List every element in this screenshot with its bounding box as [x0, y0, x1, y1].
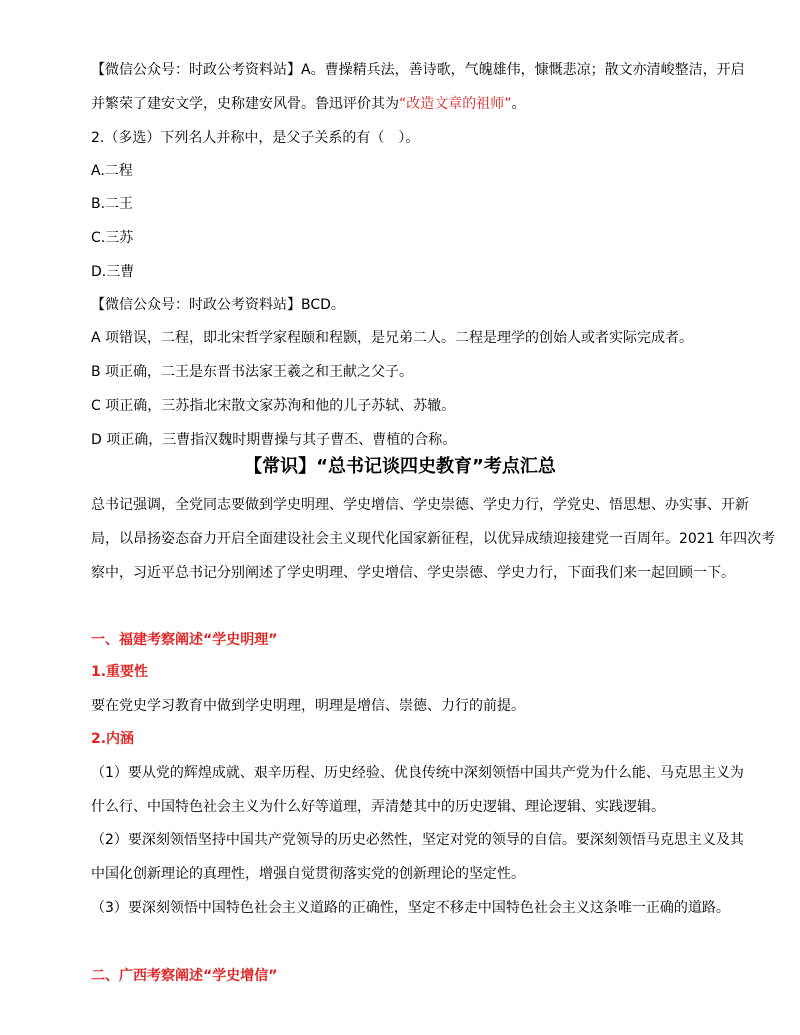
list-item-line: 中国化创新理论的真理性，增强自觉贯彻落实党的创新理论的坚定性。: [91, 866, 525, 882]
option-b: B.二王: [91, 196, 134, 212]
explanation-line: A 项错误，二程，即北宋哲学家程颐和程颢，是兄弟二人。二程是理学的创始人或者实际完成者。: [91, 330, 694, 346]
list-item-line: 什么行、中国特色社会主义为什么好等道理，弄清楚其中的历史逻辑、理论逻辑、实践逻辑。: [91, 799, 665, 815]
text-span: 。: [511, 96, 526, 112]
answer-line: 【微信公众号：时政公考资料站】BCD。: [91, 297, 345, 313]
answer-paragraph-line: 【微信公众号：时政公考资料站】A。曹操精兵法，善诗歌，气魄雄伟，慷慨悲凉；散文亦清峻整洁，开启: [91, 62, 745, 78]
intro-line: 总书记强调，全党同志要做到学史明理、学史增信、学史崇德、学史力行，学党史、悟思想、办实事、开新: [91, 497, 749, 513]
text-span: 并繁荣了建安文学，史称建安风骨。鲁迅评价其为: [91, 96, 399, 112]
question-text: 2.（多选）下列名人并称中，是父子关系的有（ ）。: [91, 130, 420, 146]
option-a: A.二程: [91, 163, 133, 179]
section-title: 【常识】“总书记谈四史教育”考点汇总: [244, 456, 556, 477]
intro-line: 察中，习近平总书记分别阐述了学史明理、学史增信、学史崇德、学史力行，下面我们来一起回顾一下。: [91, 565, 735, 581]
body-line: 要在党史学习教育中做到学史明理，明理是增信、崇德、力行的前提。: [91, 698, 525, 714]
intro-line: 局，以昂扬姿态奋力开启全面建设社会主义现代化国家新征程，以优异成绩迎接建党一百周年。2021 年四次考: [91, 531, 776, 547]
option-c: C.三苏: [91, 230, 134, 246]
subheading-connotation: 2.内涵: [91, 731, 135, 747]
answer-paragraph-line: [91, 94, 526, 114]
list-item-line: （3）要深刻领悟中国特色社会主义道路的正确性，坚定不移走中国特色社会主义这条唯一正确的道路。: [91, 900, 730, 916]
explanation-line: B 项正确，二王是东晋书法家王羲之和王献之父子。: [91, 364, 414, 380]
list-item-line: （2）要深刻领悟坚持中国共产党领导的历史必然性，坚定对党的领导的自信。要深刻领悟马克思主义及其: [91, 832, 744, 848]
list-item-line: （1）要从党的辉煌成就、艰辛历程、历史经验、优良传统中深刻领悟中国共产党为什么能、马克思主义为: [91, 765, 744, 781]
subheading-importance: 1.重要性: [91, 664, 149, 680]
part2-heading: 二、广西考察阐述“学史增信”: [91, 968, 278, 984]
quote-highlight: “改造文章的祖师”: [399, 96, 512, 112]
part1-heading: 一、福建考察阐述“学史明理”: [91, 632, 278, 648]
explanation-line: D 项正确，三曹指汉魏时期曹操与其子曹丕、曹植的合称。: [91, 432, 457, 448]
option-d: D.三曹: [91, 264, 135, 280]
explanation-line: C 项正确，三苏指北宋散文家苏洵和他的儿子苏轼、苏辙。: [91, 398, 456, 414]
